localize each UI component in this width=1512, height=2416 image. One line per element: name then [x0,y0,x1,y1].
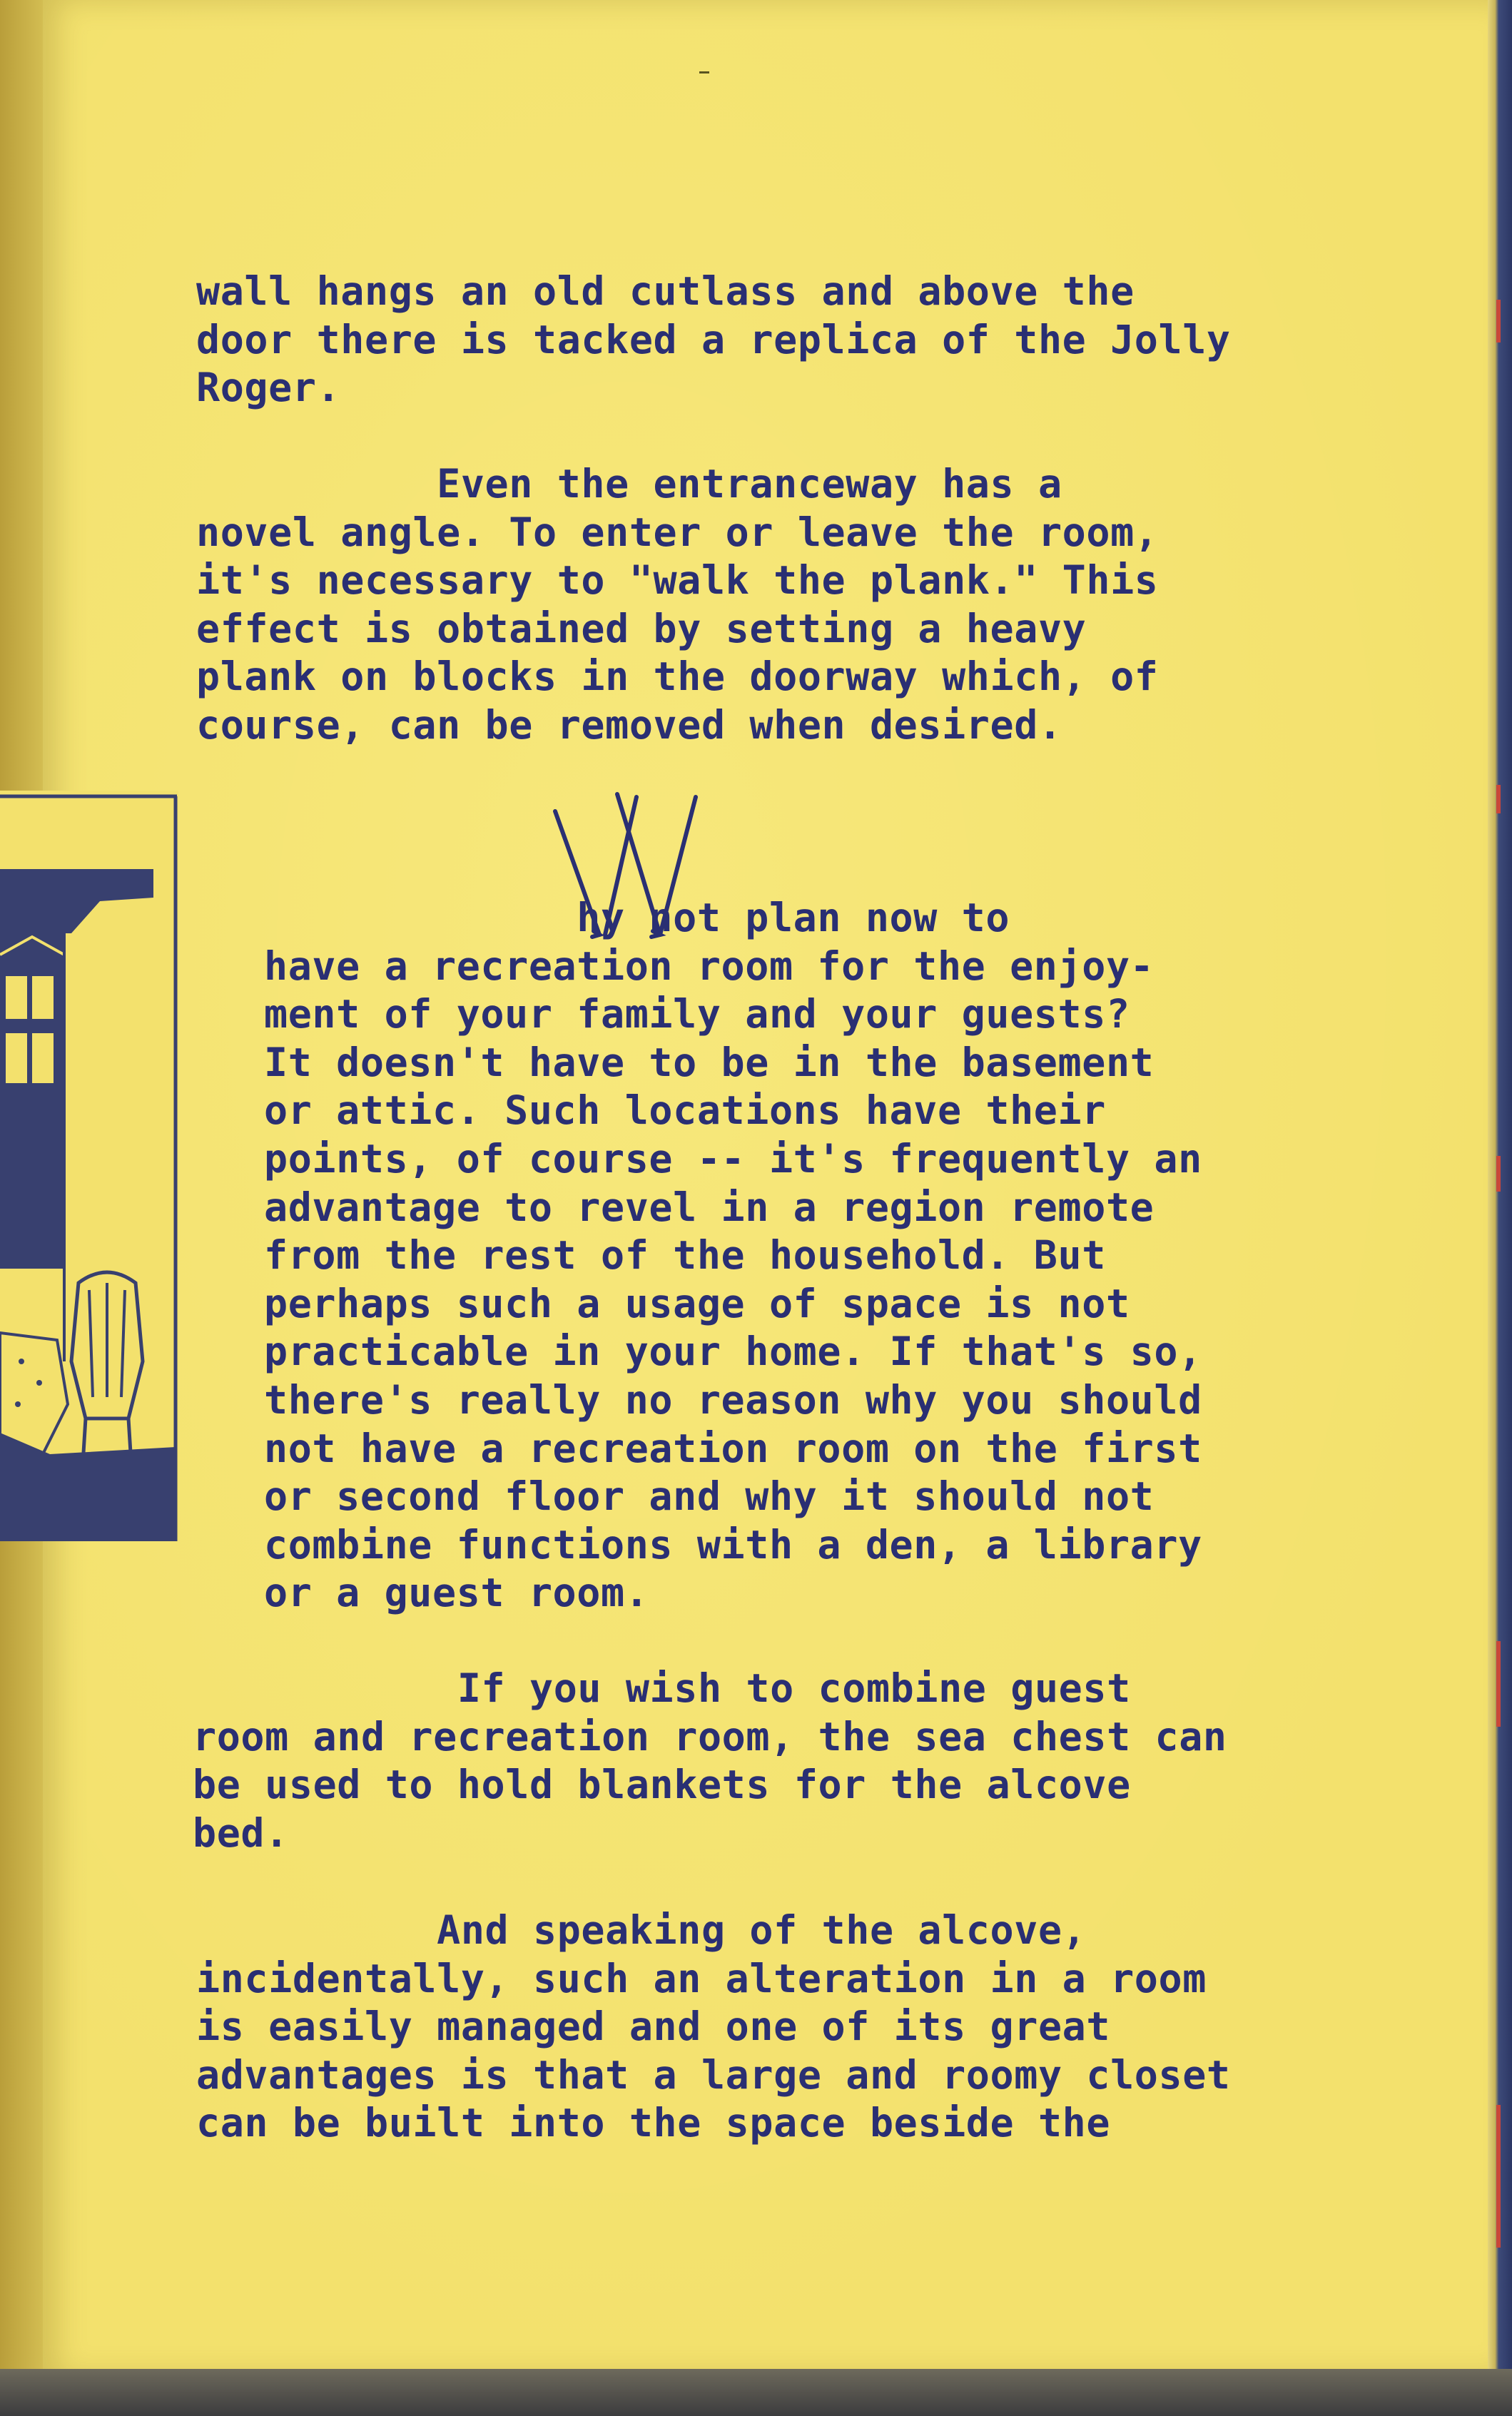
p3-line-13: or second floor and why it should not [264,1473,1155,1520]
p2-line-1: Even the entranceway has a [196,461,1062,507]
p3-line-6: points, of course -- it's frequently an [264,1135,1202,1182]
p4-line-2: room and recreation room, the sea chest can [193,1713,1227,1760]
edge-mark [1496,300,1501,342]
p5-line-3: is easily managed and one of its great [196,2004,1111,2050]
paragraph-3 [264,894,1202,1618]
p5-line-1: And speaking of the alcove, [196,1907,1087,1953]
p3-line-10: practicable in your home. If that's so, [264,1329,1202,1375]
paragraph-5 [196,1907,1231,2148]
paragraph-4 [193,1665,1227,1857]
p4-line-1: If you wish to combine guest [193,1665,1131,1711]
book-fore-edge [1488,0,1512,2416]
bottom-edge [0,2369,1512,2416]
p3-line-9: perhaps such a usage of space is not [264,1280,1130,1326]
p5-line-5: can be built into the space beside the [196,2100,1111,2146]
p3-line-14: combine functions with a den, a library [264,1521,1202,1568]
edge-mark [1496,785,1501,813]
page-speck [699,71,709,73]
p2-line-5: plank on blocks in the doorway which, of [196,654,1159,700]
p3-line-8: from the rest of the household. But [264,1232,1106,1279]
p2-line-2: novel angle. To enter or leave the room, [196,509,1159,555]
p4-line-4: bed. [193,1810,289,1856]
p2-line-4: effect is obtained by setting a heavy [196,605,1087,651]
p1-line-1: wall hangs an old cutlass and above the [196,268,1135,314]
p3-line-7: advantage to revel in a region remote [264,1184,1155,1230]
p2-line-6: course, can be removed when desired. [196,701,1062,748]
paragraph-2 [196,460,1159,750]
paragraph-1 [196,268,1231,412]
p3-line-1: hy not plan now to [264,895,1010,940]
p3-line-2: have a recreation room for the enjoy- [264,943,1155,989]
room-window-chair-illustration [0,791,178,1541]
p5-line-2: incidentally, such an alteration in a room [196,1955,1207,2001]
p5-line-4: advantages is that a large and roomy closet [196,2051,1231,2098]
p3-line-11: there's really no reason why you should [264,1376,1202,1423]
p3-line-15: or a guest room. [264,1570,649,1616]
edge-mark [1496,2105,1501,2248]
p1-line-3: Roger. [196,365,341,411]
p1-line-2: door there is tacked a replica of the Jolly [196,316,1231,362]
p3-line-5: or attic. Such locations have their [264,1087,1106,1134]
edge-mark [1496,1156,1501,1192]
p3-line-12: not have a recreation room on the first [264,1425,1202,1471]
edge-mark [1496,1641,1501,1727]
p4-line-3: be used to hold blankets for the alcove [193,1762,1131,1808]
p2-line-3: it's necessary to "walk the plank." This [196,557,1159,604]
p3-line-4: It doesn't have to be in the basement [264,1039,1155,1085]
p3-line-3: ment of your family and your guests? [264,991,1130,1037]
